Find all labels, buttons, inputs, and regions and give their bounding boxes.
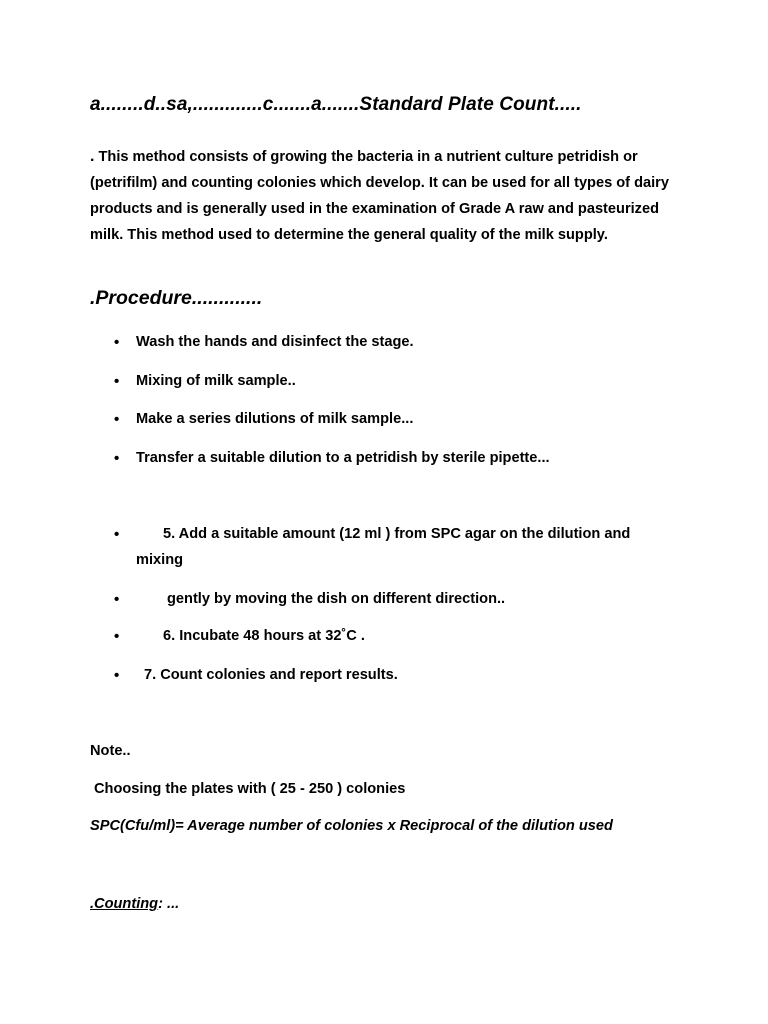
- bullet-icon: •: [114, 628, 120, 645]
- bullet-icon: •: [114, 526, 120, 543]
- procedure-item-text: Wash the hands and disinfect the stage.: [136, 334, 414, 350]
- counting-heading: [90, 896, 179, 912]
- bullet-icon: •: [114, 411, 120, 428]
- bullet-icon: •: [114, 373, 120, 390]
- procedure-item-text: 6. Incubate 48 hours at 32˚C .: [163, 628, 365, 644]
- procedure-item-text: Transfer a suitable dilution to a petridish by sterile pipette...: [136, 450, 550, 466]
- counting-suffix: : ...: [158, 896, 180, 912]
- note-heading: Note..: [90, 743, 131, 759]
- note-line: Choosing the plates with ( 25 - 250 ) colonies: [94, 781, 406, 797]
- intro-paragraph: [90, 144, 690, 248]
- bullet-icon: •: [114, 334, 120, 351]
- bullet-icon: •: [114, 450, 120, 467]
- bullet-icon: •: [114, 591, 120, 608]
- procedure-item-text: gently by moving the dish on different direction..: [167, 591, 506, 607]
- document-title: a........d..sa,.............c.......a.......Standard Plate Count.....: [90, 94, 582, 115]
- procedure-item-text: 7. Count colonies and report results.: [144, 667, 398, 683]
- intro-lead-dot: .: [90, 148, 95, 165]
- procedure-item-text: Make a series dilutions of milk sample...: [136, 411, 414, 427]
- procedure-item-text: 5. Add a suitable amount (12 ml ) from SPC agar on the dilution and: [163, 526, 631, 542]
- procedure-item-text: Mixing of milk sample..: [136, 373, 296, 389]
- counting-label: .Counting: [90, 896, 159, 912]
- spc-formula: SPC(Cfu/ml)= Average number of colonies x Reciprocal of the dilution used: [90, 818, 613, 834]
- intro-text: This method consists of growing the bacteria in a nutrient culture petridish or (petrifilm) and counting colonies which develop. It can be used for all types of dairy products and is generally used in the examination of Grade A raw and pasteurized milk. This method used to determine the general quality of the milk supply.: [90, 149, 669, 243]
- procedure-item-continuation: mixing: [136, 552, 184, 568]
- procedure-heading: .Procedure.............: [90, 287, 263, 309]
- bullet-icon: •: [114, 667, 120, 684]
